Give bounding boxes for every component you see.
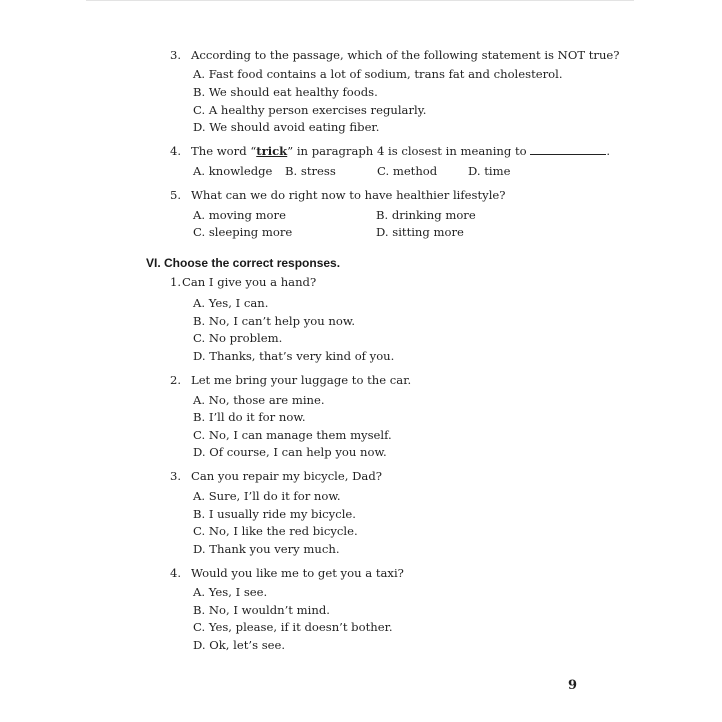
question-stem: What can we do right now to have healthier lifestyle? xyxy=(191,188,506,202)
answer-option: A. No, those are mine. xyxy=(193,393,325,407)
stem-text-before: The word xyxy=(191,144,251,158)
question-number: 4. xyxy=(170,144,182,158)
answer-option: B. No, I wouldn’t mind. xyxy=(193,603,330,617)
stem-text-after: in paragraph 4 is closest in meaning to xyxy=(293,144,531,158)
answer-option: D. We should avoid eating fiber. xyxy=(193,120,380,134)
question-stem: Would you like me to get you a taxi? xyxy=(191,566,404,580)
answer-option: B. I usually ride my bicycle. xyxy=(193,507,356,521)
key-word: trick xyxy=(256,144,288,158)
question-number: 3. xyxy=(170,469,182,483)
question-stem: Let me bring your luggage to the car. xyxy=(191,373,412,387)
answer-option: D. Ok, let’s see. xyxy=(193,638,286,652)
question-stem: Can I give you a hand? xyxy=(182,275,317,289)
answer-option: D. Thank you very much. xyxy=(193,542,340,556)
answer-option: C. No, I like the red bicycle. xyxy=(193,524,358,538)
question-number: 2. xyxy=(170,373,182,387)
section-heading: VI. Choose the correct responses. xyxy=(146,256,341,270)
answer-option: A. knowledge xyxy=(193,164,273,178)
answer-option: B. I’ll do it for now. xyxy=(193,410,306,424)
question-number: 3. xyxy=(170,48,182,62)
answer-option: D. Thanks, that’s very kind of you. xyxy=(193,349,395,363)
answer-option: B. No, I can’t help you now. xyxy=(193,314,356,328)
answer-option: C. A healthy person exercises regularly. xyxy=(193,103,427,117)
answer-option: A. moving more xyxy=(193,208,286,222)
question-stem xyxy=(191,144,610,158)
answer-option: A. Yes, I see. xyxy=(193,585,268,599)
answer-option: C. Yes, please, if it doesn’t bother. xyxy=(193,620,393,634)
answer-option: A. Yes, I can. xyxy=(193,296,269,310)
answer-option: C. No, I can manage them myself. xyxy=(193,428,392,442)
close-quote: ” xyxy=(287,144,294,158)
question-number: 1. xyxy=(170,275,182,289)
answer-option: A. Sure, I’ll do it for now. xyxy=(193,489,341,503)
page-number: 9 xyxy=(568,678,578,693)
stem-text-end: . xyxy=(606,144,611,158)
question-number: 4. xyxy=(170,566,182,580)
answer-option: C. No problem. xyxy=(193,331,283,345)
question-number: 5. xyxy=(170,188,182,202)
answer-option: B. We should eat healthy foods. xyxy=(193,85,378,99)
answer-blank xyxy=(530,145,606,155)
answer-option: C. method xyxy=(377,164,438,178)
answer-option: B. stress xyxy=(285,164,336,178)
answer-option: B. drinking more xyxy=(376,208,476,222)
answer-option: A. Fast food contains a lot of sodium, trans fat and cholesterol. xyxy=(193,67,563,81)
answer-option: D. sitting more xyxy=(376,225,464,239)
question-stem: Can you repair my bicycle, Dad? xyxy=(191,469,382,483)
open-quote: “ xyxy=(250,144,257,158)
answer-option: D. time xyxy=(468,164,511,178)
answer-option: C. sleeping more xyxy=(193,225,293,239)
question-stem: According to the passage, which of the following statement is NOT true? xyxy=(191,48,620,62)
answer-option: D. Of course, I can help you now. xyxy=(193,445,387,459)
